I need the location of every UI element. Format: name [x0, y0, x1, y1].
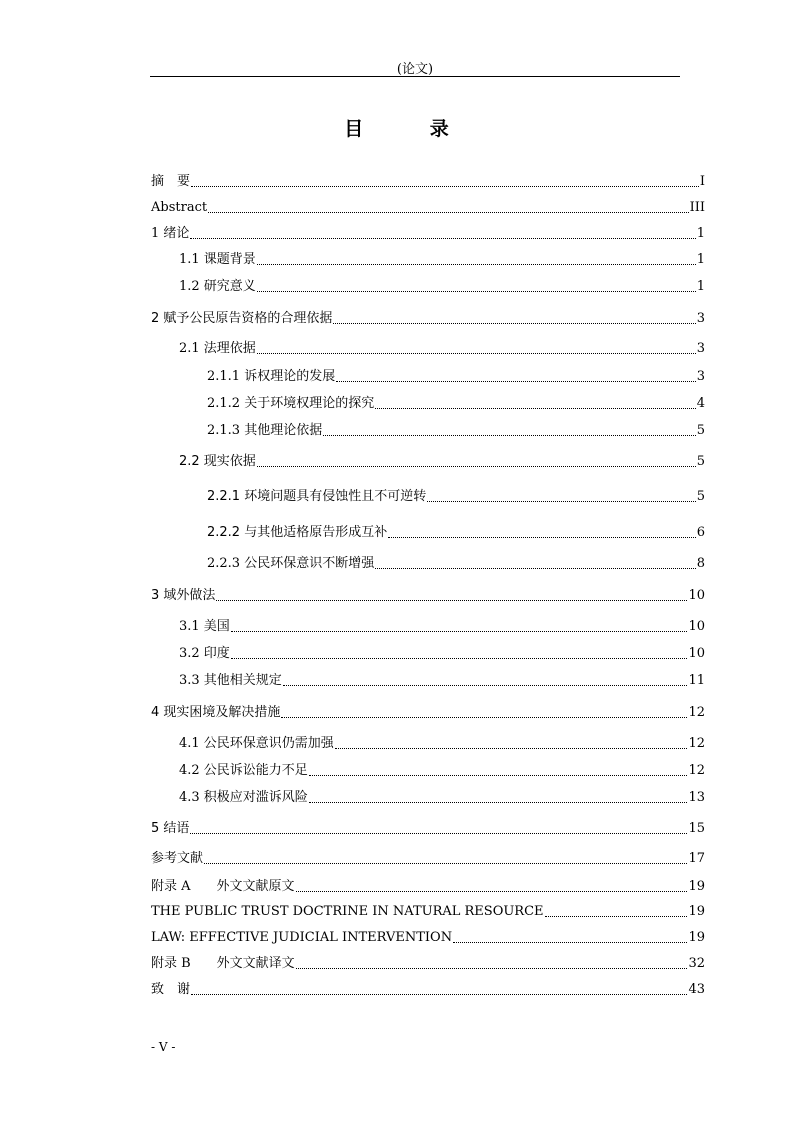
toc-leader-dots [231, 657, 688, 659]
toc-entry [151, 902, 705, 920]
toc-leader-dots [309, 774, 688, 776]
toc-entry-label: 附录 A 外文文献原文 [151, 879, 295, 894]
toc-leader-dots [333, 322, 695, 324]
running-header: (论文) [396, 62, 434, 77]
toc-entry-label: 2.2.1 环境问题具有侵蚀性且不可逆转 [207, 489, 427, 504]
toc-entry [151, 819, 705, 837]
toc-entry-page: 12 [688, 705, 705, 720]
toc-entry [179, 671, 705, 689]
toc-entry-label: 2.2 现实依据 [179, 454, 256, 469]
toc-entry-page: 1 [696, 252, 705, 267]
toc-leader-dots [208, 211, 689, 213]
toc-entry-label: 4.1 公民环保意识仍需加强 [179, 736, 334, 751]
toc-entry [179, 339, 705, 357]
toc-leader-dots [281, 716, 687, 718]
toc-leader-dots [336, 380, 696, 382]
toc-leader-dots [296, 890, 688, 892]
toc-entry-label: Abstract [151, 200, 208, 215]
toc-entry [151, 586, 705, 604]
toc-leader-dots [257, 465, 696, 467]
toc-entry-label: 2.1.1 诉权理论的发展 [207, 369, 336, 384]
toc-entry-label: 2.2.3 公民环保意识不断增强 [207, 556, 375, 571]
toc-entry-page: 3 [696, 369, 705, 384]
toc-entry-label: 4 现实困境及解决措施 [151, 705, 281, 720]
toc-entry-label: 2.1.2 关于环境权理论的探究 [207, 396, 375, 411]
toc-entry-page: 1 [696, 279, 705, 294]
toc-entry-label: 摘 要 [151, 174, 191, 189]
toc-entry-label: 4.2 公民诉讼能力不足 [179, 763, 308, 778]
toc-leader-dots [375, 407, 696, 409]
toc-entry-label: 2.1 法理依据 [179, 341, 256, 356]
toc-leader-dots [216, 599, 687, 601]
toc-entry [151, 877, 705, 895]
toc-entry [207, 487, 705, 505]
toc-entry-page: I [699, 174, 705, 189]
toc-entry [151, 224, 705, 242]
toc-entry-page: 19 [688, 930, 705, 945]
toc-leader-dots [231, 630, 688, 632]
toc-entry [207, 367, 705, 385]
toc-entry-page: 10 [688, 646, 705, 661]
toc-entry [179, 250, 705, 268]
toc-entry-label: 参考文献 [151, 851, 204, 866]
toc-entry-label: 3.3 其他相关规定 [179, 673, 282, 688]
toc-entry-page: 4 [696, 396, 705, 411]
toc-entry-page: 43 [688, 982, 705, 997]
toc-entry-label: 3 域外做法 [151, 588, 216, 603]
toc-entry-label: 3.1 美国 [179, 619, 230, 634]
toc-entry-label: 2 赋予公民原告资格的合理依据 [151, 311, 333, 326]
toc-entry-page: 12 [688, 736, 705, 751]
toc-leader-dots [545, 915, 688, 917]
toc-entry [207, 394, 705, 412]
toc-entry-page: 3 [696, 311, 705, 326]
toc-entry-page: 1 [696, 226, 705, 241]
toc-entry-page: 5 [696, 423, 705, 438]
toc-leader-dots [257, 352, 696, 354]
toc-entry-label: 附录 B 外文文献译文 [151, 956, 295, 971]
toc-leader-dots [190, 237, 695, 239]
toc-entry-page: 15 [688, 821, 705, 836]
toc-entry [179, 644, 705, 662]
toc-entry [179, 788, 705, 806]
toc-entry-page: 8 [696, 556, 705, 571]
toc-entry [151, 980, 705, 998]
toc-entry-label: 1.1 课题背景 [179, 252, 256, 267]
page-number: - V - [151, 1040, 176, 1054]
toc-leader-dots [427, 500, 696, 502]
toc-entry [179, 617, 705, 635]
toc-entry-label: LAW: EFFECTIVE JUDICIAL INTERVENTION [151, 930, 453, 945]
toc-leader-dots [257, 290, 696, 292]
toc-entry [179, 452, 705, 470]
toc-entry-page: 10 [688, 619, 705, 634]
toc-entry-label: 1.2 研究意义 [179, 279, 256, 294]
toc-entry [151, 954, 705, 972]
toc-entry-label: THE PUBLIC TRUST DOCTRINE IN NATURAL RESOURCE [151, 904, 544, 919]
toc-leader-dots [257, 263, 696, 265]
toc-title: 目 录 [344, 118, 479, 140]
toc-entry [151, 703, 705, 721]
toc-leader-dots [309, 801, 688, 803]
toc-entry [179, 761, 705, 779]
toc-leader-dots [190, 832, 687, 834]
toc-entry [207, 523, 705, 541]
toc-leader-dots [296, 967, 688, 969]
toc-entry [151, 309, 705, 327]
toc-entry-page: 5 [696, 454, 705, 469]
toc-entry-label: 5 结语 [151, 821, 190, 836]
toc-leader-dots [453, 941, 687, 943]
toc-entry-page: 17 [688, 851, 705, 866]
toc-leader-dots [388, 536, 696, 538]
toc-entry [151, 172, 705, 190]
toc-entry [151, 928, 705, 946]
toc-entry-label: 1 绪论 [151, 226, 190, 241]
toc-entry [179, 277, 705, 295]
toc-leader-dots [375, 567, 696, 569]
toc-entry-label: 4.3 积极应对滥诉风险 [179, 790, 308, 805]
toc-leader-dots [323, 434, 696, 436]
toc-entry-page: 19 [688, 879, 705, 894]
toc-entry [179, 734, 705, 752]
toc-entry [151, 849, 705, 867]
toc-entry-label: 2.2.2 与其他适格原告形成互补 [207, 525, 388, 540]
toc-entry [207, 421, 705, 439]
toc-entry-page: 3 [696, 341, 705, 356]
toc-entry-page: 13 [688, 790, 705, 805]
toc-entry-page: 19 [688, 904, 705, 919]
toc-leader-dots [204, 862, 687, 864]
toc-leader-dots [335, 747, 688, 749]
toc-entry-page: 12 [688, 763, 705, 778]
toc-entry-page: 10 [688, 588, 705, 603]
toc-entry-page: 5 [696, 489, 705, 504]
toc-leader-dots [191, 185, 699, 187]
toc-entry-page: 11 [688, 673, 705, 688]
toc-entry-label: 3.2 印度 [179, 646, 230, 661]
toc-entry-page: III [689, 200, 705, 215]
toc-leader-dots [283, 684, 688, 686]
toc-entry-page: 6 [696, 525, 705, 540]
toc-entry-page: 32 [688, 956, 705, 971]
toc-leader-dots [191, 993, 687, 995]
toc-entry [207, 554, 705, 572]
toc-entry-label: 致 谢 [151, 982, 191, 997]
toc-entry [151, 198, 705, 216]
toc-entry-label: 2.1.3 其他理论依据 [207, 423, 323, 438]
